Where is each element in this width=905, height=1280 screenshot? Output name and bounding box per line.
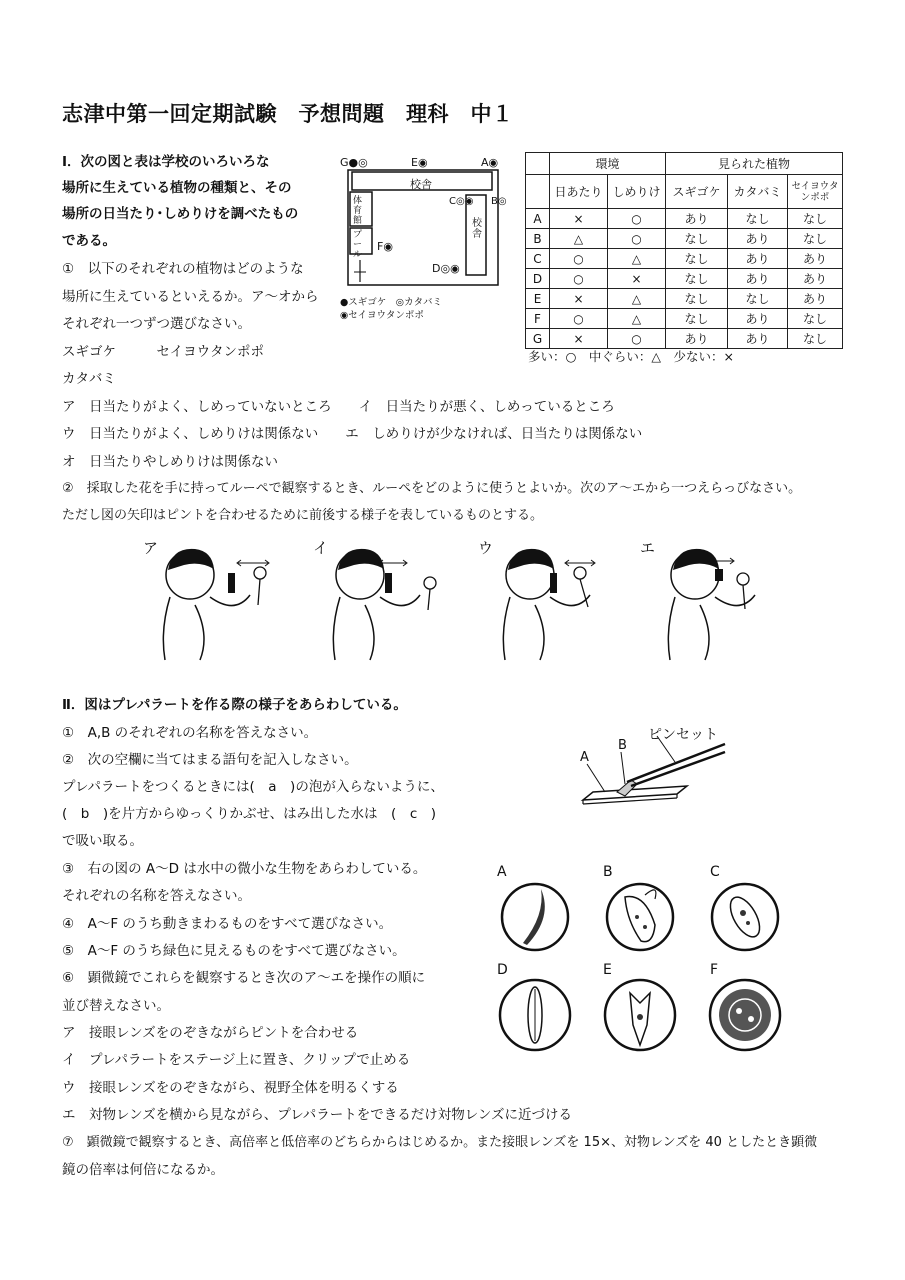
row-katabami: なし bbox=[728, 209, 788, 229]
map-label-e: E◉ bbox=[411, 156, 428, 169]
row-katabami: あり bbox=[728, 249, 788, 269]
row-tanpopo: あり bbox=[788, 269, 843, 289]
row-wet: ○ bbox=[608, 209, 666, 229]
map-building-right: 校舎 bbox=[472, 218, 482, 240]
section2-line: プレパラートをつくるときには( a )の泡が入らないように、 bbox=[62, 779, 444, 795]
slide-label-tweezers: ピンセット bbox=[648, 727, 718, 743]
row-katabami: あり bbox=[728, 329, 788, 349]
row-wet: ○ bbox=[608, 229, 666, 249]
figure-label-b: イ bbox=[313, 539, 329, 557]
section2-line: エ 対物レンズを横から見ながら、プレパラートをできるだけ対物レンズに近づける bbox=[62, 1107, 573, 1123]
section2-line: ウ 接眼レンズをのぞきながら、視野全体を明るくする bbox=[62, 1080, 399, 1096]
row-sun: ○ bbox=[550, 269, 608, 289]
row-site: F bbox=[526, 309, 550, 329]
table-row bbox=[526, 229, 843, 249]
row-tanpopo: あり bbox=[788, 289, 843, 309]
section2-line: ① A,B のそれぞれの名称を答えなさい。 bbox=[62, 725, 318, 741]
row-katabami: なし bbox=[728, 289, 788, 309]
section2-line: ④ A～F のうち動きまわるものをすべて選びなさい。 bbox=[62, 916, 393, 932]
row-wet: × bbox=[608, 269, 666, 289]
section2-line: ③ 右の図の A～D は水中の微小な生物をあらわしている。 bbox=[62, 861, 427, 877]
table-group-header-plants: 見られた植物 bbox=[666, 153, 843, 175]
option-line-3: オ 日当たりやしめりけは関係ない bbox=[62, 454, 278, 470]
option-line-2: ウ 日当たりがよく、しめりけは関係ない エ しめりけが少なければ、日当たりは関係ない bbox=[62, 426, 643, 442]
row-sugigoke: なし bbox=[666, 249, 728, 269]
section1-intro-3: 場所の日当たり･しめりけを調べたもの bbox=[62, 206, 299, 222]
map-label-g: G●◎ bbox=[340, 156, 368, 169]
organism-label-f: F bbox=[710, 962, 719, 978]
map-gym: 体育館 bbox=[353, 196, 363, 226]
table-row bbox=[526, 209, 843, 229]
section2-line: ⑥ 顕微鏡でこれらを観察するとき次のア～エを操作の順に bbox=[62, 970, 426, 986]
row-wet: △ bbox=[608, 289, 666, 309]
col-header-wet: しめりけ bbox=[608, 175, 666, 209]
row-sugigoke: あり bbox=[666, 329, 728, 349]
organism-label-e: E bbox=[603, 962, 612, 978]
section2-heading: Ⅱ．図はプレパラートを作る際の様子をあらわしている。 bbox=[62, 697, 407, 713]
row-sun: △ bbox=[550, 229, 608, 249]
row-sugigoke: なし bbox=[666, 269, 728, 289]
row-sugigoke: なし bbox=[666, 229, 728, 249]
figure-label-d: エ bbox=[640, 539, 656, 557]
organism-figures bbox=[495, 865, 795, 1055]
row-site: D bbox=[526, 269, 550, 289]
section2-line: ⑤ A～F のうち緑色に見えるものをすべて選びなさい。 bbox=[62, 943, 406, 959]
map-label-a: A◉ bbox=[481, 156, 499, 169]
row-tanpopo: あり bbox=[788, 249, 843, 269]
table-corner bbox=[526, 153, 550, 175]
figure-label-a: ア bbox=[143, 539, 159, 557]
row-tanpopo: なし bbox=[788, 209, 843, 229]
table-row bbox=[526, 249, 843, 269]
map-pool: プール bbox=[353, 230, 363, 260]
map-label-f: F◉ bbox=[377, 240, 393, 253]
section1-intro-1: Ⅰ．次の図と表は学校のいろいろな bbox=[62, 154, 270, 170]
q1-line-2: 場所に生えているといえるか。ア～オから bbox=[62, 289, 319, 305]
row-tanpopo: なし bbox=[788, 229, 843, 249]
table-row bbox=[526, 329, 843, 349]
section2-line: ア 接眼レンズをのぞきながらピントを合わせる bbox=[62, 1025, 359, 1041]
figure-label-c: ウ bbox=[478, 539, 494, 557]
section1-intro-2: 場所に生えている植物の種類と、その bbox=[62, 180, 292, 196]
row-sun: × bbox=[550, 289, 608, 309]
map-label-b: B◎ bbox=[491, 196, 507, 207]
map-label-c: C◎◉ bbox=[449, 196, 474, 207]
organism-label-b: B bbox=[603, 864, 613, 880]
row-site: G bbox=[526, 329, 550, 349]
plants-line-1: スギゴケ セイヨウタンポポ bbox=[62, 344, 264, 360]
row-site: A bbox=[526, 209, 550, 229]
section2-line: ( b )を片方からゆっくりかぶせ、はみ出した水は ( c ) bbox=[62, 806, 437, 822]
map-label-d: D◎◉ bbox=[432, 262, 460, 275]
section2-line: 並び替えなさい。 bbox=[62, 998, 170, 1014]
section2-line: ⑦ 顕微鏡で観察するとき、高倍率と低倍率のどちらからはじめるか。また接眼レンズを 15×、対物レンズを 40 としたとき顕微 bbox=[62, 1135, 818, 1150]
option-line-1: ア 日当たりがよく、しめっていないところ イ 日当たりが悪く、しめっているところ bbox=[62, 399, 615, 415]
table-group-header-env: 環境 bbox=[550, 153, 666, 175]
row-sugigoke: なし bbox=[666, 309, 728, 329]
slide-label-a: A bbox=[580, 750, 589, 765]
row-sun: ○ bbox=[550, 309, 608, 329]
environment-table bbox=[525, 152, 843, 349]
row-tanpopo: なし bbox=[788, 329, 843, 349]
row-site: E bbox=[526, 289, 550, 309]
row-tanpopo: なし bbox=[788, 309, 843, 329]
row-wet: △ bbox=[608, 309, 666, 329]
row-wet: ○ bbox=[608, 329, 666, 349]
person-figure-d bbox=[668, 549, 755, 660]
map-legend-1: ●スギゴケ ◎カタバミ bbox=[340, 297, 442, 308]
col-header-sugigoke: スギゴケ bbox=[666, 175, 728, 209]
row-wet: △ bbox=[608, 249, 666, 269]
map-building-top: 校舎 bbox=[410, 178, 432, 191]
row-sugigoke: なし bbox=[666, 289, 728, 309]
row-site: B bbox=[526, 229, 550, 249]
row-sun: × bbox=[550, 209, 608, 229]
section2-line: ② 次の空欄に当てはまる語句を記入しなさい。 bbox=[62, 752, 358, 768]
section1-intro-4: である。 bbox=[62, 233, 116, 249]
q2-line-1: ② 採取した花を手に持ってルーペで観察するとき、ルーペをどのように使うとよいか。次のア～エから一つえらっびなさい。 bbox=[62, 481, 802, 496]
slide-label-b: B bbox=[618, 738, 627, 753]
person-figure-b bbox=[333, 549, 436, 660]
col-header-sun: 日あたり bbox=[550, 175, 608, 209]
plants-line-2: カタバミ bbox=[62, 371, 116, 387]
row-sun: × bbox=[550, 329, 608, 349]
row-sugigoke: あり bbox=[666, 209, 728, 229]
table-row bbox=[526, 269, 843, 289]
person-figure-a bbox=[163, 549, 269, 660]
page-title: 志津中第一回定期試験 予想問題 理科 中１ bbox=[62, 102, 514, 126]
row-katabami: あり bbox=[728, 309, 788, 329]
section2-line: で吸い取る。 bbox=[62, 833, 143, 849]
organism-label-c: C bbox=[710, 864, 720, 880]
organism-label-d: D bbox=[497, 962, 508, 978]
section2-line: それぞれの名称を答えなさい。 bbox=[62, 888, 251, 904]
col-header-tanpopo: セイヨウタンポポ bbox=[788, 175, 843, 209]
loupe-figures bbox=[140, 535, 800, 665]
table-legend: 多い：○ 中ぐらい：△ 少ない：× bbox=[528, 349, 734, 364]
table-row bbox=[526, 309, 843, 329]
row-katabami: あり bbox=[728, 229, 788, 249]
q1-line-1: ① 以下のそれぞれの植物はどのような bbox=[62, 261, 304, 277]
section2-line: イ プレパラートをステージ上に置き、クリップで止める bbox=[62, 1052, 411, 1068]
person-figure-c bbox=[503, 549, 595, 660]
table-corner-2 bbox=[526, 175, 550, 209]
q1-line-3: それぞれ一つずつ選びなさい。 bbox=[62, 316, 251, 332]
row-katabami: あり bbox=[728, 269, 788, 289]
row-site: C bbox=[526, 249, 550, 269]
table-row bbox=[526, 289, 843, 309]
organism-label-a: A bbox=[497, 864, 507, 880]
q2-line-2: ただし図の矢印はピントを合わせるために前後する様子を表しているものとする。 bbox=[62, 508, 544, 523]
col-header-katabami: カタバミ bbox=[728, 175, 788, 209]
section2-line: 鏡の倍率は何倍になるか。 bbox=[62, 1162, 224, 1178]
map-legend-2: ◉セイヨウタンポポ bbox=[340, 310, 424, 321]
row-sun: ○ bbox=[550, 249, 608, 269]
